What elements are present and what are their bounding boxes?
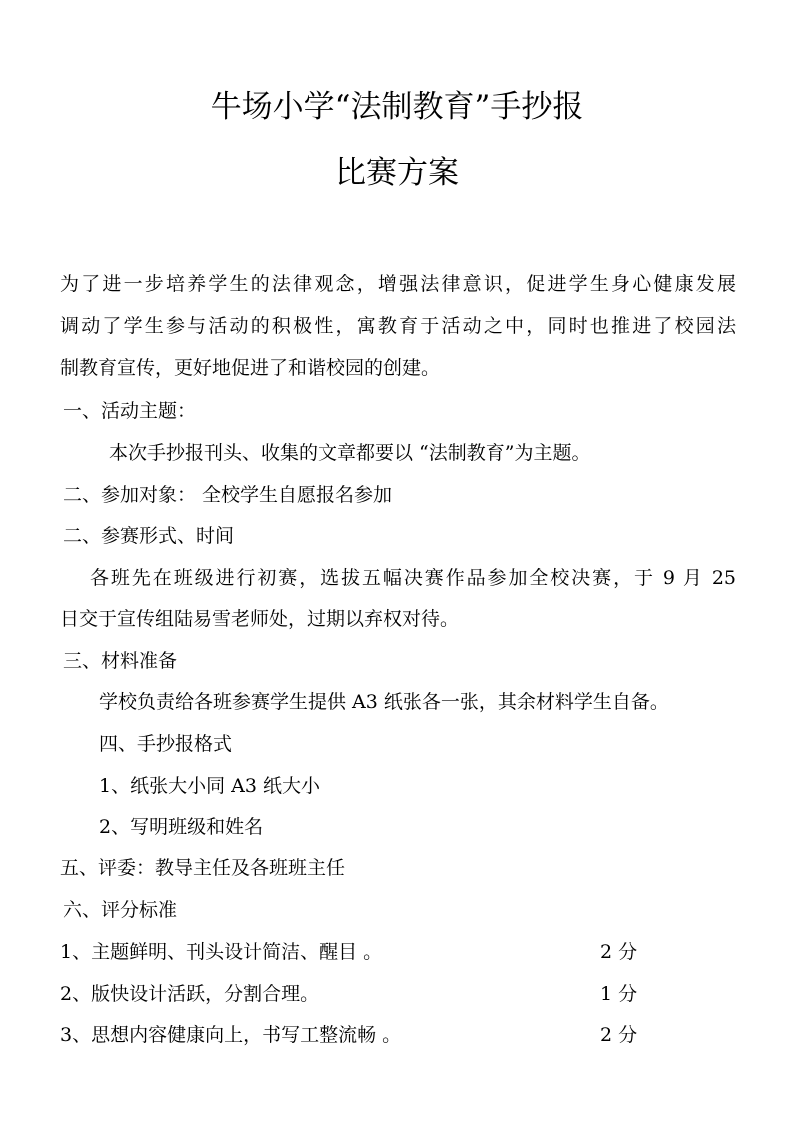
section-judges-heading: 五、评委：教导主任及各班班主任 — [60, 857, 346, 879]
section-scoring-heading: 六、评分标准 — [63, 899, 178, 921]
section-participants-heading: 二、参加对象： 全校学生自愿报名参加 — [63, 484, 393, 506]
section-format-time-body-line-2: 日交于宣传组陆易雪老师处，过期以弃权对待。 — [60, 608, 460, 630]
section-format-item: 1、纸张大小同 A3 纸大小 — [99, 775, 320, 797]
scoring-criterion-text: 2、版快设计活跃，分割合理。 — [60, 983, 320, 1005]
intro-paragraph-line-1: 为了进一步培养学生的法律观念，增强法律意识，促进学生身心健康发展 — [60, 273, 736, 295]
section-activity-theme-body: 本次手抄报刊头、收集的文章都要以 “法制教育”为主题。 — [109, 442, 591, 464]
document-subtitle: 比赛方案 — [335, 155, 459, 191]
section-format-item: 2、写明班级和姓名 — [99, 816, 264, 838]
intro-paragraph-line-3: 制教育宣传，更好地促进了和谐校园的创建。 — [60, 357, 441, 379]
section-format-time-heading: 二、参赛形式、时间 — [63, 525, 235, 547]
section-format-time-body-line-1: 各班先在班级进行初赛，选拔五幅决赛作品参加全校决赛，于 9 月 25 — [90, 567, 736, 589]
document-title: 牛场小学“法制教育”手抄报 — [210, 89, 584, 125]
scoring-criterion-text: 3、思想内容健康向上，书写工整流畅 。 — [60, 1024, 402, 1046]
section-activity-theme-heading: 一、活动主题： — [63, 400, 197, 422]
scoring-criterion-score: 2 分 — [600, 941, 638, 963]
scoring-criterion-score: 2 分 — [600, 1024, 638, 1046]
section-format-heading: 四、手抄报格式 — [99, 733, 233, 755]
intro-paragraph-line-2: 调动了学生参与活动的积极性，寓教育于活动之中，同时也推进了校园法 — [60, 315, 736, 337]
scoring-criterion-text: 1、主题鲜明、刊头设计简洁、醒目 。 — [60, 941, 383, 963]
section-materials-body: 学校负责给各班参赛学生提供 A3 纸张各一张，其余材料学生自备。 — [99, 691, 669, 713]
section-materials-heading: 三、材料准备 — [63, 650, 178, 672]
scoring-criterion-score: 1 分 — [600, 983, 638, 1005]
